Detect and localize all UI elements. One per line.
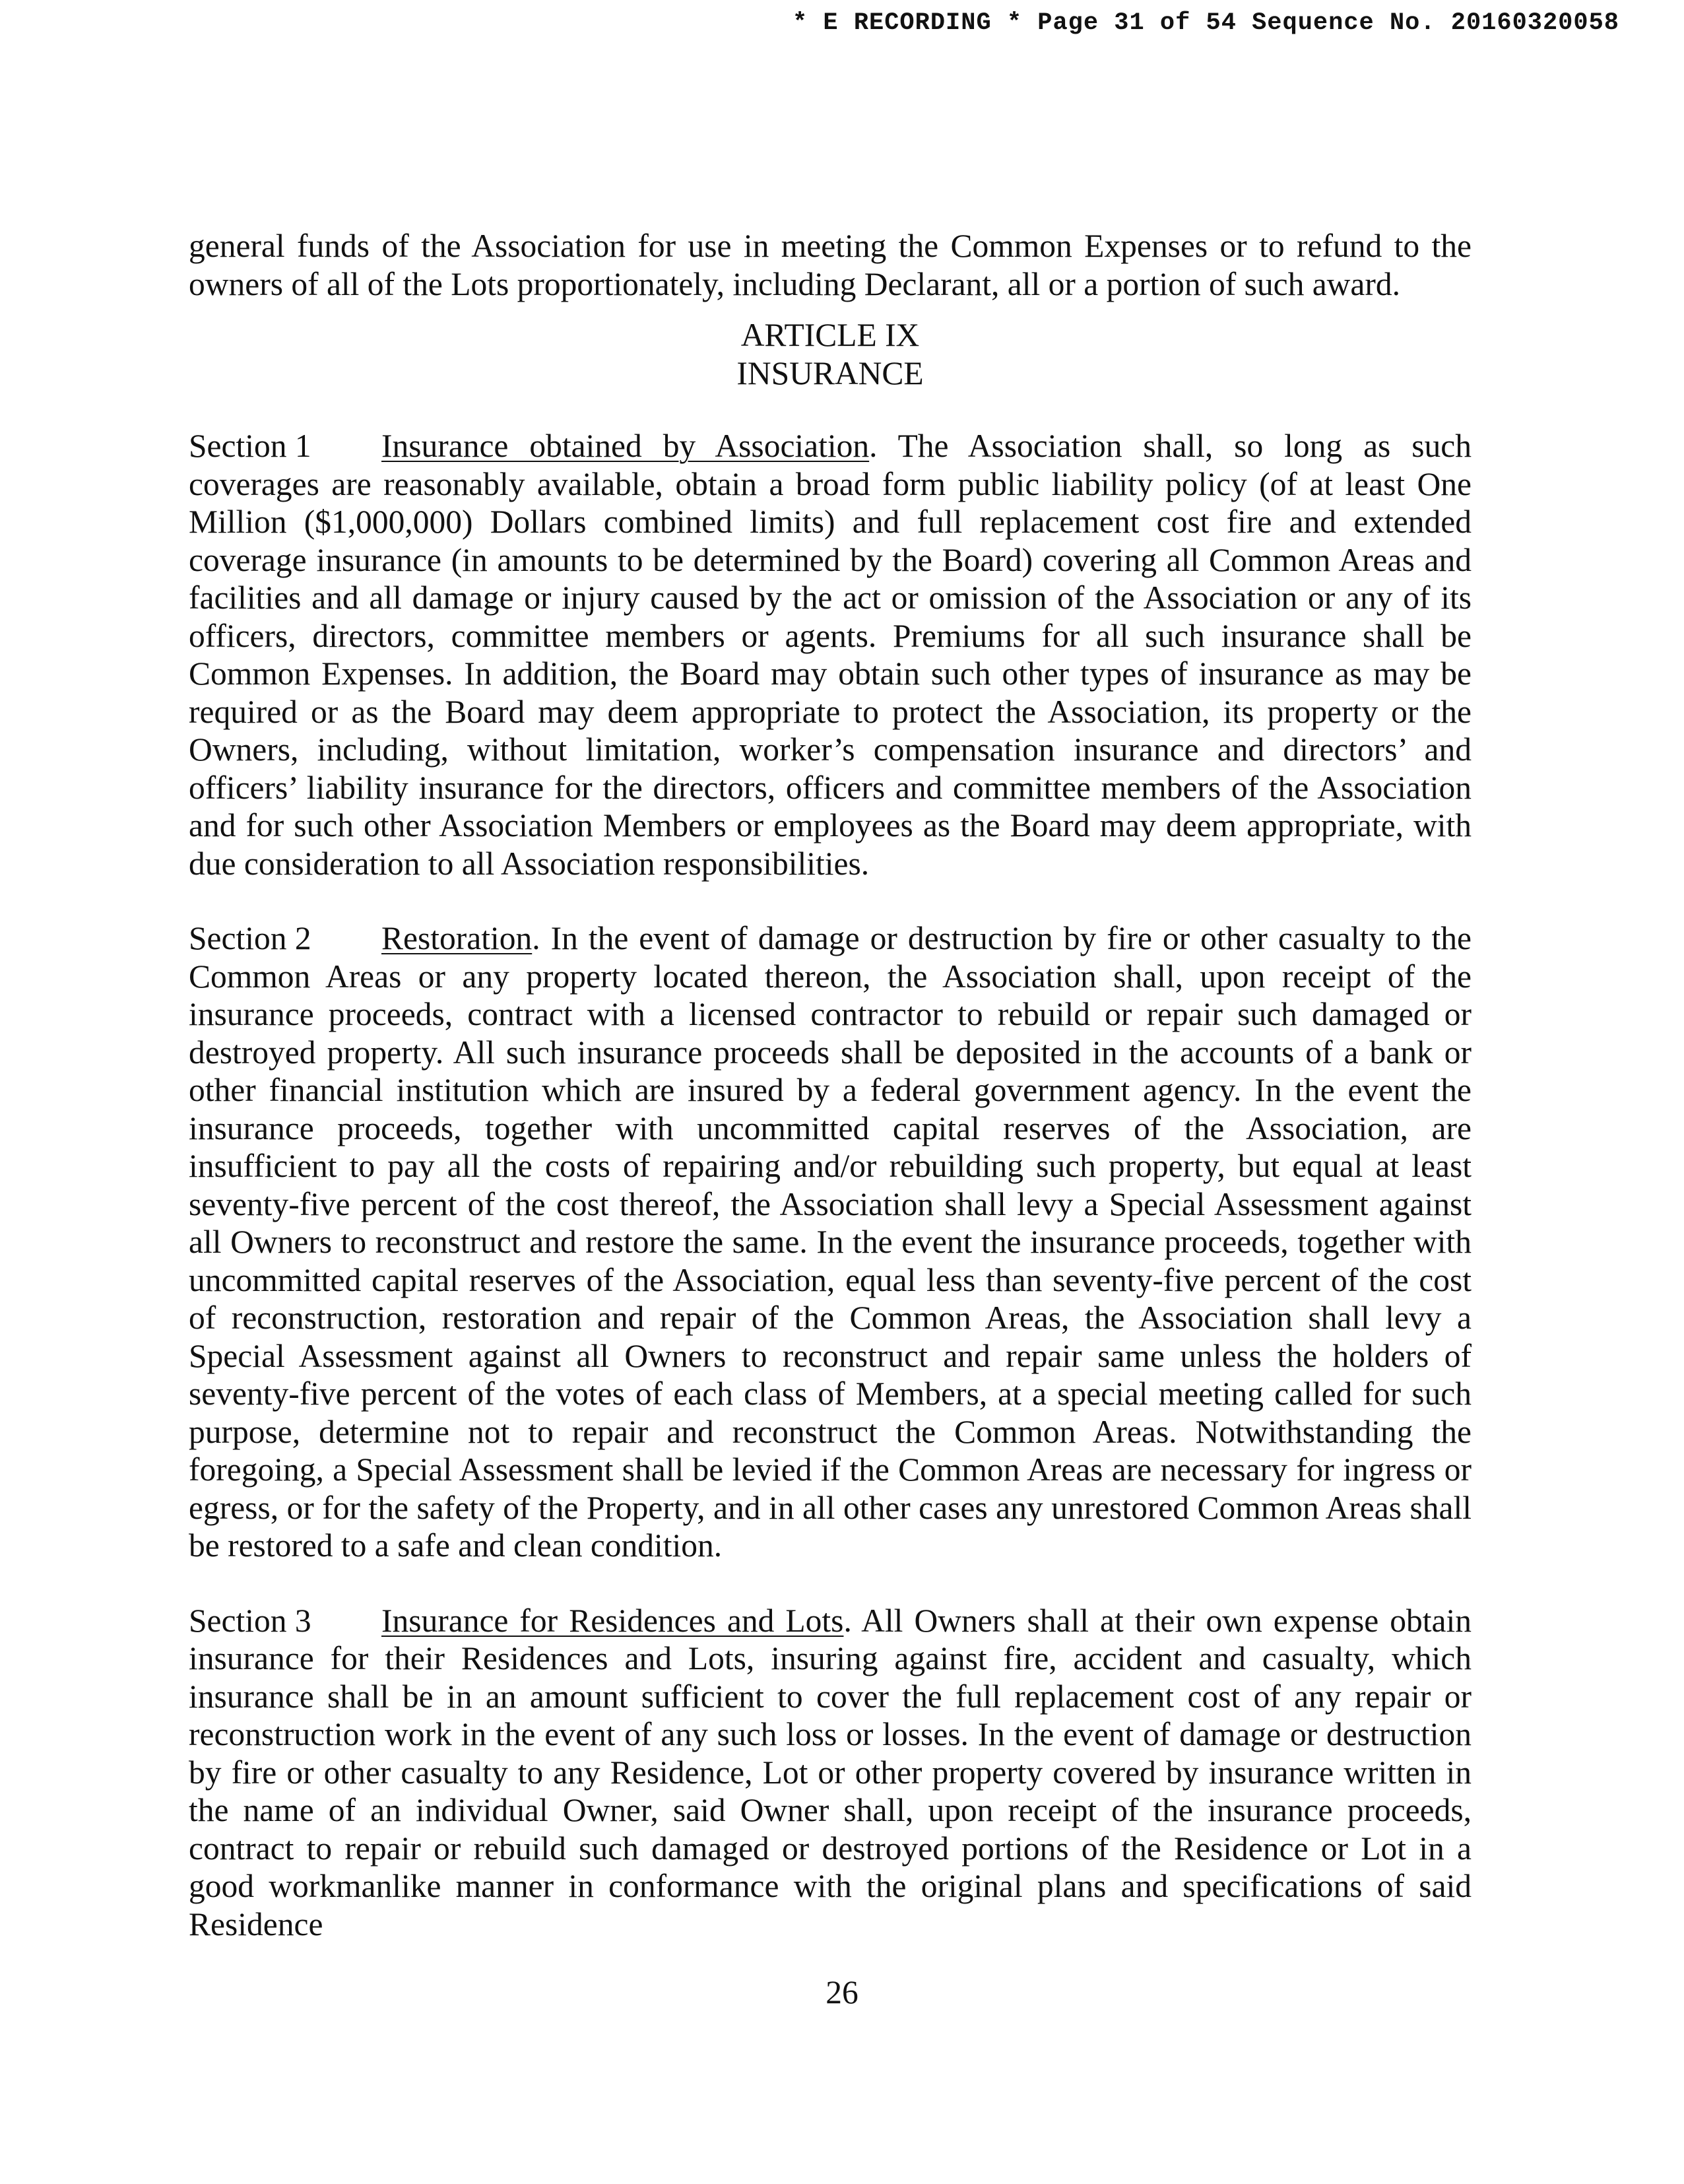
page-number: 26 (826, 1974, 858, 2010)
section-label: Section 3 (189, 1602, 311, 1639)
section-2: Section 2 Restoration. In the event of damage or destruction by fire or other casualty to the Common Areas or any property located thereon, the Association shall, upon receipt of the insurance proceeds, contract with a licensed contractor to rebuild or repair such damaged or destroyed property. All such insurance proceeds shall be deposited in the accounts of a bank or other financial institution which are insured by a federal government agency. In the event the insurance proceeds, together with uncommitted capital reserves of the Association, are insufficient to pay all the costs of repairing and/or rebuilding such property, but equal at least seventy-five percent of the cost thereof, the Association shall levy a Special Assessment against all Owners to reconstruct and restore the same. In the event the insurance proceeds, together with uncommitted capital reserves of the Association, equal less than seventy-five percent of the cost of reconstruction, restoration and repair of the Common Areas, the Association shall levy a Special Assessment against all Owners to reconstruct and repair same unless the holders of seventy-five percent of the votes of each class of Members, at a special meeting called for such purpose, determine not to repair and reconstruct the Common Areas. Notwithstanding the foregoing, a Special Assessment shall be levied if the Common Areas are necessary for ingress or egress, or for the safety of the Property, and in all other cases any unrestored Common Areas shall be restored to a safe and clean condition. (189, 920, 1472, 1564)
section-label: Section 2 (189, 920, 311, 956)
section-body: In the event of damage or destruction by fire or other casualty to the Common Areas or any property located thereon, the Association shall, upon receipt of the insurance proceeds, contract with a licensed contractor to rebuild or repair such damaged or destroyed property. All such insurance proceeds shall be deposited in the accounts of a bank or other financial institution which are insured by a federal government agency. In the event the insurance proceeds, together with uncommitted capital reserves of the Association, are insufficient to pay all the costs of repairing and/or rebuilding such property, but equal at least seventy-five percent of the cost thereof, the Association shall levy a Special Assessment against all Owners to reconstruct and restore the same. In the event the insurance proceeds, together with uncommitted capital reserves of the Association, equal less than seventy-five percent of the cost of reconstruction, restoration and repair of the Common Areas, the Association shall levy a Special Assessment against all Owners to reconstruct and repair same unless the holders of seventy-five percent of the votes of each class of Members, at a special meeting called for such purpose, determine not to repair and reconstruct the Common Areas. Notwithstanding the foregoing, a Special Assessment shall be levied if the Common Areas are necessary for ingress or egress, or for the safety of the Property, and in all other cases any unrestored Common Areas shall be restored to a safe and clean condition. (189, 920, 1472, 1564)
section-label: Section 1 (189, 428, 311, 464)
section-body: All Owners shall at their own expense obtain insurance for their Residences and Lots, insuring against fire, accident and casualty, which insurance shall be in an amount sufficient to cover the full replacement cost of any repair or reconstruction work in the event of any such loss or losses. In the event of damage or destruction by fire or other casualty to any Residence, Lot or other property covered by insurance written in the name of an individual Owner, said Owner shall, upon receipt of the insurance proceeds, contract to repair or rebuild such damaged or destroyed portions of the Residence or Lot in a good workmanlike manner in conformance with the original plans and specifications of said Residence (189, 1602, 1472, 1942)
article-title: INSURANCE (736, 355, 924, 391)
section-title: Insurance obtained by Association (381, 428, 870, 464)
intro-paragraph: general funds of the Association for use in meeting the Common Expenses or to refund to the owners of all of the Lots proportionately, including Declarant, all or a portion of such award. (189, 228, 1472, 302)
recording-stamp: * E RECORDING * Page 31 of 54 Sequence No. 20160320058 (793, 9, 1619, 37)
section-body: The Association shall, so long as such coverages are reasonably available, obtain a broad form public liability policy (of at least One Million ($1,000,000) Dollars combined limits) and full replacement cost fire and extended coverage insurance (in amounts to be determined by the Board) covering all Common Areas and facilities and all damage or injury caused by the act or omission of the Association or any of its officers, directors, committee members or agents. Premiums for all such insurance shall be Common Expenses. In addition, the Board may obtain such other types of insurance as may be required or as the Board may deem appropriate to protect the Association, its property or the Owners, including, without limitation, worker’s compensation insurance and directors’ and officers’ liability insurance for the directors, officers and committee members of the Association and for such other Association Members or employees as the Board may deem appropriate, with due consideration to all Association responsibilities. (189, 428, 1472, 882)
section-title: Insurance for Residences and Lots (381, 1602, 844, 1639)
section-1: Section 1 Insurance obtained by Association. The Association shall, so long as such coverages are reasonably available, obtain a broad form public liability policy (of at least One Million ($1,000,000) Dollars combined limits) and full replacement cost fire and extended coverage insurance (in amounts to be determined by the Board) covering all Common Areas and facilities and all damage or injury caused by the act or omission of the Association or any of its officers, directors, committee members or agents. Premiums for all such insurance shall be Common Expenses. In addition, the Board may obtain such other types of insurance as may be required or as the Board may deem appropriate to protect the Association, its property or the Owners, including, without limitation, worker’s compensation insurance and directors’ and officers’ liability insurance for the directors, officers and committee members of the Association and for such other Association Members or employees as the Board may deem appropriate, with due consideration to all Association responsibilities. (189, 428, 1472, 882)
section-title: Restoration (381, 920, 533, 956)
document-page (189, 227, 1472, 1980)
section-3: Section 3 Insurance for Residences and Lots. All Owners shall at their own expense obtain insurance for their Residences and Lots, insuring against fire, accident and casualty, which insurance shall be in an amount sufficient to cover the full replacement cost of any repair or reconstruction work in the event of any such loss or losses. In the event of damage or destruction by fire or other casualty to any Residence, Lot or other property covered by insurance written in the name of an individual Owner, said Owner shall, upon receipt of the insurance proceeds, contract to repair or rebuild such damaged or destroyed portions of the Residence or Lot in a good workmanlike manner in conformance with the original plans and specifications of said Residence (189, 1602, 1472, 1942)
article-heading (189, 316, 1472, 393)
article-number: ARTICLE IX (740, 317, 920, 353)
